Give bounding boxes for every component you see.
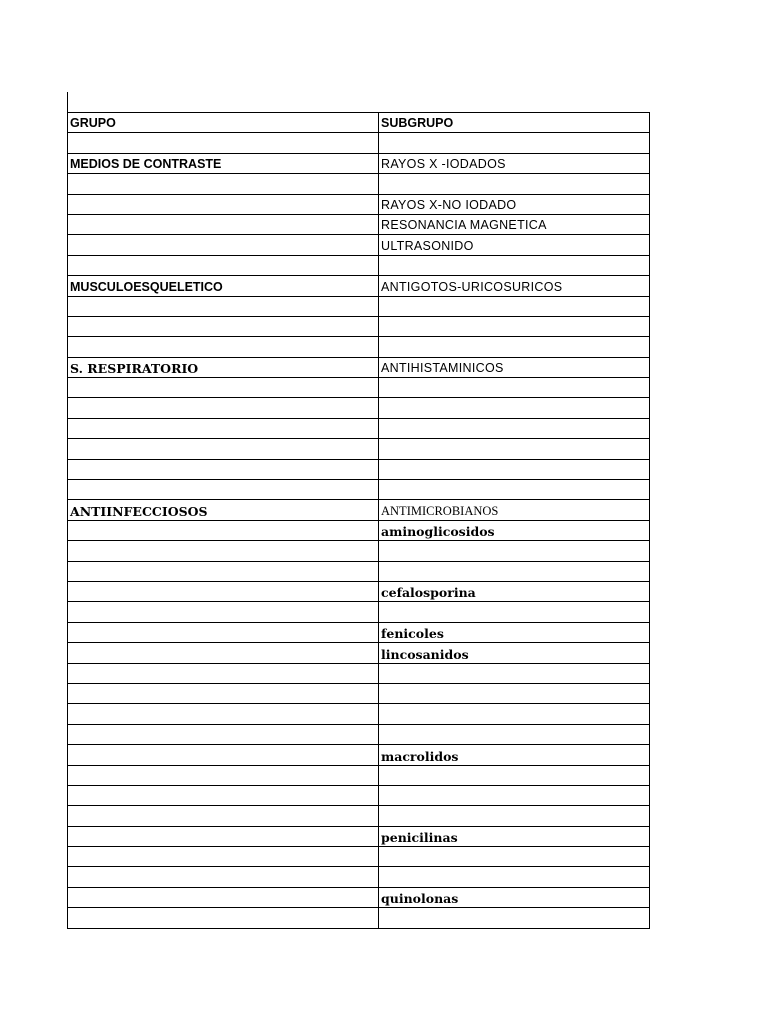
table-row [68, 847, 650, 867]
table-row [68, 480, 650, 500]
cell-subgrupo: RAYOS X-NO IODADO [379, 194, 650, 214]
text-cursor [67, 92, 68, 112]
table-row [68, 398, 650, 418]
cell-subgrupo [379, 765, 650, 785]
table-row [68, 908, 650, 928]
table-row [68, 581, 650, 601]
table-row [68, 806, 650, 826]
cell-subgrupo: penicilinas [379, 826, 650, 846]
cell-grupo [68, 214, 379, 234]
cell-grupo [68, 541, 379, 561]
table-row [68, 622, 650, 642]
table-row [68, 826, 650, 846]
cell-subgrupo: ULTRASONIDO [379, 235, 650, 255]
cell-grupo [68, 459, 379, 479]
cell-subgrupo [379, 724, 650, 744]
cell-subgrupo [379, 908, 650, 928]
table-row [68, 683, 650, 703]
cell-grupo [68, 908, 379, 928]
cell-subgrupo: aminoglicosidos [379, 520, 650, 540]
cell-grupo [68, 683, 379, 703]
table-row [68, 561, 650, 581]
table-row [68, 235, 650, 255]
cell-subgrupo [379, 378, 650, 398]
drug-group-table [67, 112, 650, 929]
cell-grupo [68, 561, 379, 581]
cell-grupo [68, 785, 379, 805]
table-row [68, 520, 650, 540]
table-row [68, 643, 650, 663]
cell-subgrupo [379, 316, 650, 336]
cell-grupo [68, 255, 379, 275]
cell-grupo [68, 194, 379, 214]
cell-subgrupo [379, 663, 650, 683]
cell-subgrupo: cefalosporina [379, 581, 650, 601]
cell-subgrupo [379, 174, 650, 194]
cell-subgrupo [379, 296, 650, 316]
cell-grupo [68, 316, 379, 336]
cell-grupo [68, 847, 379, 867]
table-row [68, 316, 650, 336]
cell-grupo [68, 174, 379, 194]
cell-subgrupo [379, 439, 650, 459]
cell-subgrupo [379, 541, 650, 561]
cell-grupo [68, 418, 379, 438]
table-row [68, 194, 650, 214]
table-row [68, 541, 650, 561]
header-row [68, 113, 650, 133]
table-row [68, 153, 650, 173]
cell-grupo [68, 133, 379, 153]
table-row [68, 418, 650, 438]
header-grupo: GRUPO [68, 113, 379, 133]
cell-subgrupo [379, 867, 650, 887]
cell-subgrupo [379, 398, 650, 418]
cell-subgrupo [379, 806, 650, 826]
cell-grupo [68, 602, 379, 622]
cell-grupo: MUSCULOESQUELETICO [68, 276, 379, 296]
table-row [68, 459, 650, 479]
cell-grupo [68, 663, 379, 683]
cell-grupo [68, 745, 379, 765]
cell-grupo [68, 643, 379, 663]
cell-subgrupo [379, 561, 650, 581]
cell-grupo [68, 296, 379, 316]
cell-grupo [68, 622, 379, 642]
table-row [68, 357, 650, 377]
table-row [68, 378, 650, 398]
cell-subgrupo [379, 418, 650, 438]
cell-subgrupo [379, 480, 650, 500]
cell-grupo [68, 480, 379, 500]
cell-subgrupo [379, 255, 650, 275]
cell-grupo [68, 337, 379, 357]
cell-grupo [68, 806, 379, 826]
table-row [68, 133, 650, 153]
cell-subgrupo [379, 459, 650, 479]
cell-grupo [68, 439, 379, 459]
table-row [68, 500, 650, 520]
cell-subgrupo: ANTIMICROBIANOS [379, 500, 650, 520]
cell-subgrupo [379, 133, 650, 153]
table-row [68, 602, 650, 622]
table-row [68, 663, 650, 683]
cell-grupo [68, 724, 379, 744]
cell-grupo: ANTIINFECCIOSOS [68, 500, 379, 520]
cell-subgrupo [379, 847, 650, 867]
cell-subgrupo: RAYOS X -IODADOS [379, 153, 650, 173]
table-row [68, 887, 650, 907]
cell-subgrupo: macrolidos [379, 745, 650, 765]
table-row [68, 867, 650, 887]
cell-grupo [68, 867, 379, 887]
table-body [68, 113, 650, 929]
cell-subgrupo: quinolonas [379, 887, 650, 907]
cell-grupo [68, 378, 379, 398]
cell-grupo [68, 887, 379, 907]
table-row [68, 765, 650, 785]
table-row [68, 337, 650, 357]
cell-grupo [68, 826, 379, 846]
cell-subgrupo: RESONANCIA MAGNETICA [379, 214, 650, 234]
cell-subgrupo: ANTIHISTAMINICOS [379, 357, 650, 377]
cell-subgrupo: ANTIGOTOS-URICOSURICOS [379, 276, 650, 296]
table-row [68, 174, 650, 194]
cell-grupo [68, 581, 379, 601]
cell-subgrupo: lincosanidos [379, 643, 650, 663]
header-subgrupo: SUBGRUPO [379, 113, 650, 133]
table-row [68, 276, 650, 296]
table-row [68, 745, 650, 765]
cell-grupo [68, 520, 379, 540]
cell-subgrupo [379, 785, 650, 805]
table-row [68, 704, 650, 724]
table-row [68, 724, 650, 744]
cell-grupo [68, 704, 379, 724]
cell-subgrupo: fenicoles [379, 622, 650, 642]
cell-subgrupo [379, 602, 650, 622]
cell-grupo: S. RESPIRATORIO [68, 357, 379, 377]
table-row [68, 255, 650, 275]
cell-grupo [68, 765, 379, 785]
table-row [68, 785, 650, 805]
cell-subgrupo [379, 683, 650, 703]
cell-grupo: MEDIOS DE CONTRASTE [68, 153, 379, 173]
cell-grupo [68, 398, 379, 418]
cell-subgrupo [379, 337, 650, 357]
cell-subgrupo [379, 704, 650, 724]
table-row [68, 214, 650, 234]
table-row [68, 296, 650, 316]
cell-grupo [68, 235, 379, 255]
table-row [68, 439, 650, 459]
